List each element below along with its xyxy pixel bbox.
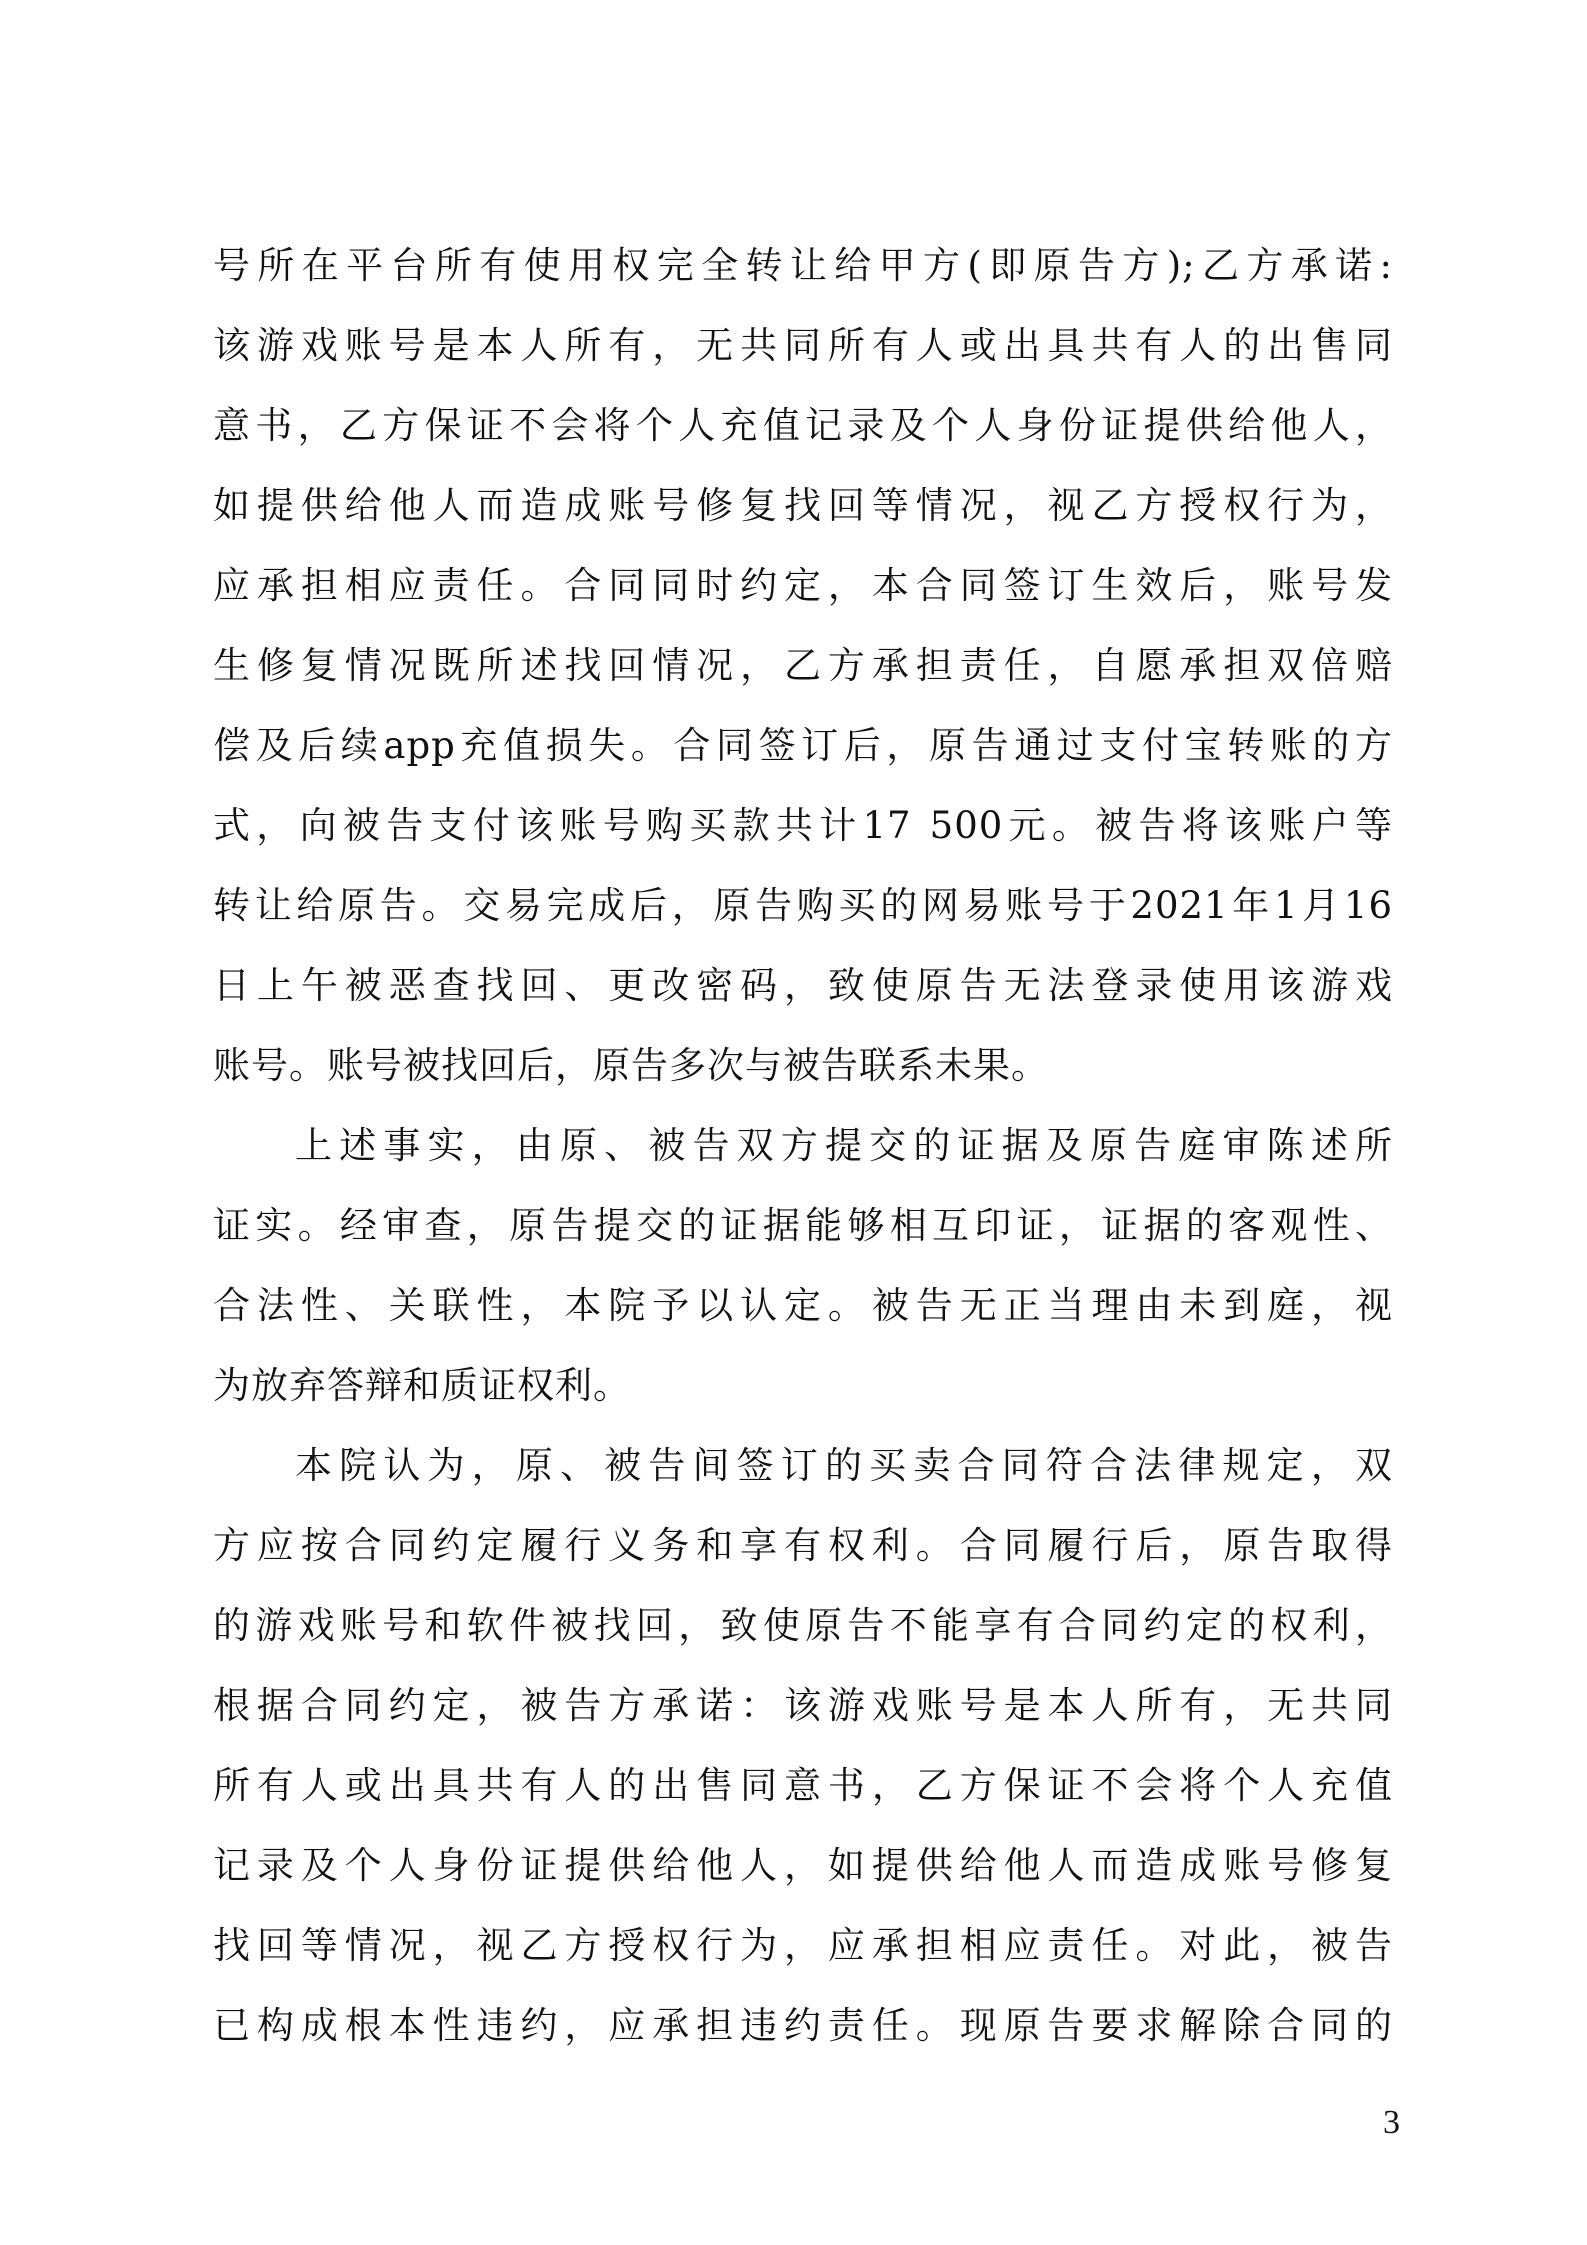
text-line: 根据合同约定，被告方承诺：该游戏账号是本人所有，无共同: [213, 1684, 1393, 1727]
text-line: 意书，乙方保证不会将个人充值记录及个人身份证提供给他人，: [213, 404, 1393, 447]
text-line: 账号。账号被找回后，原告多次与被告联系未果。: [213, 1044, 1049, 1087]
page-number: 3: [1383, 2104, 1400, 2141]
text-line: 找回等情况，视乙方授权行为，应承担相应责任。对此，被告: [213, 1924, 1393, 1967]
text-line: 所有人或出具共有人的出售同意书，乙方保证不会将个人充值: [213, 1764, 1393, 1807]
text-line: 应承担相应责任。合同同时约定，本合同签订生效后，账号发: [213, 564, 1393, 607]
text-line: 为放弃答辩和质证权利。: [213, 1364, 631, 1407]
text-line: 日上午被恶查找回、更改密码，致使原告无法登录使用该游戏: [213, 964, 1393, 1007]
text-line: 已构成根本性违约，应承担违约责任。现原告要求解除合同的: [213, 2004, 1393, 2047]
text-line: 本院认为，原、被告间签订的买卖合同符合法律规定，双: [295, 1444, 1393, 1487]
text-line: 的游戏账号和软件被找回，致使原告不能享有合同约定的权利，: [213, 1604, 1393, 1647]
text-line: 合法性、关联性，本院予以认定。被告无正当理由未到庭，视: [213, 1284, 1393, 1327]
document-body: [213, 226, 1393, 2066]
text-line: 该游戏账号是本人所有，无共同所有人或出具共有人的出售同: [213, 324, 1393, 367]
text-line: 上述事实，由原、被告双方提交的证据及原告庭审陈述所: [295, 1124, 1393, 1167]
text-line: 号所在平台所有使用权完全转让给甲方(即原告方);乙方承诺:: [213, 244, 1393, 287]
text-line: 偿及后续app充值损失。合同签订后，原告通过支付宝转账的方: [213, 724, 1393, 767]
text-line: 如提供给他人而造成账号修复找回等情况，视乙方授权行为，: [213, 484, 1393, 527]
text-line: 方应按合同约定履行义务和享有权利。合同履行后，原告取得: [213, 1524, 1393, 1567]
text-line: 式，向被告支付该账号购买款共计17 500元。被告将该账户等: [213, 804, 1393, 847]
text-line: 转让给原告。交易完成后，原告购买的网易账号于2021年1月16: [213, 884, 1393, 927]
text-line: 生修复情况既所述找回情况，乙方承担责任，自愿承担双倍赔: [213, 644, 1393, 687]
text-line: 记录及个人身份证提供给他人，如提供给他人而造成账号修复: [213, 1844, 1393, 1887]
text-line: 证实。经审查，原告提交的证据能够相互印证，证据的客观性、: [213, 1204, 1393, 1247]
